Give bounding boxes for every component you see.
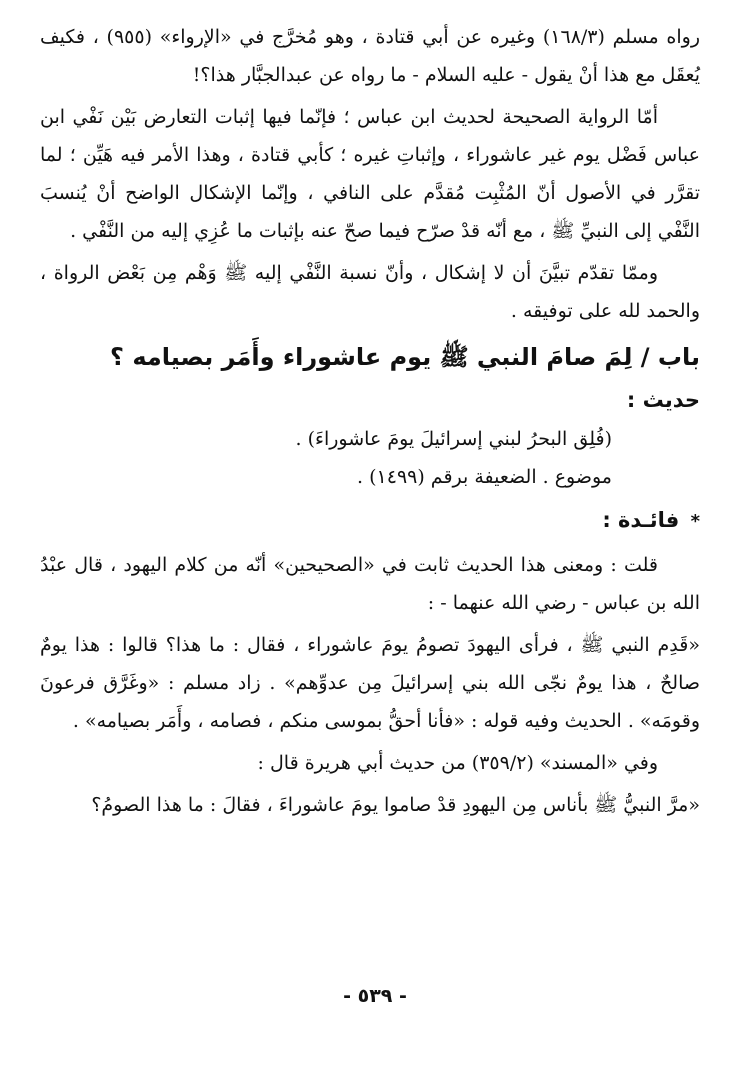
- paragraph-musnad-intro: وفي «المسند» (٣٥٩/٢) من حديث أبي هريرة قال :: [257, 752, 658, 774]
- paragraph-abu-huraira-quote: «مرَّ النبيُّ ﷺ بأناس مِن اليهودِ قدْ صاموا يومَ عاشوراءَ ، فقالَ : ما هذا الصومُ؟: [91, 794, 700, 816]
- faida-heading: [40, 500, 700, 542]
- paragraph-bukhari-quote: «قَدِم النبي ﷺ ، فرأى اليهودَ تصومُ يومَ عاشوراء ، فقال : ما هذا؟ قالوا : هذا يومٌ صالحٌ ، هذا يومٌ نجّى الله بني إسرائيلَ مِن عدوِّهم» . زاد مسلم : «وغَرَّق فرعونَ وقومَه» . الحديث وفيه قوله : «فأنا أحقُّ بموسى منكم ، فصامه ، وأَمَر بصيامه» .: [40, 634, 700, 732]
- hadith-text: (فُلِق البحرُ لبني إسرائيلَ يومَ عاشوراءَ) .: [295, 428, 612, 450]
- paragraph-conclusion: وممّا تقدّم تبيَّنَ أن لا إشكال ، وأنّ نسبة النَّفْي إليه ﷺ وَهْم مِن بَعْض الرواة ، والحمد لله على توفيقه .: [40, 262, 700, 322]
- chapter-heading: باب / لِمَ صامَ النبي ﷺ يوم عاشوراء وأَمَر بصيامه ؟: [110, 343, 700, 371]
- paragraph-ibn-abbas-analysis: أمّا الرواية الصحيحة لحديث ابن عباس ؛ فإنّما فيها إثبات التعارض بَيْن نَفْي ابن عباس فَضْل يوم غير عاشوراء ، وإثباتِ غيره ؛ كأبي قتادة ، وهذا الأمر فيه هَيِّن ؛ لما تقرَّر في الأصول أنّ المُثْبِت مُقدَّم على النافي ، وإنّما الإشكال الواضح أنْ يُنسبَ النَّفْي إلى النبيِّ ﷺ ، مع أنّه قدْ صرّح فيما صحّ عنه بإثبات ما عُزِي إليه من النَّفْي .: [40, 106, 700, 242]
- hadith-label: حديث :: [626, 388, 700, 412]
- faida-label: فائـدة :: [602, 508, 680, 532]
- page-number: - ٥٣٩ -: [343, 985, 407, 1007]
- asterisk-marker: *: [690, 511, 700, 532]
- paragraph-muslim-narration: رواه مسلم (١٦٨/٣) وغيره عن أبي قتادة ، وهو مُخرَّج في «الإرواء» (٩٥٥) ، فكيف يُعقَل مع هذا أنْ يقول - عليه السلام - ما رواه عن عبدالجبَّار هذا؟!: [40, 26, 701, 86]
- paragraph-explanation: قلت : ومعنى هذا الحديث ثابت في «الصحيحين» أنّه من كلام اليهود ، قال عبْدُ الله بن عباس - رضي الله عنهما - :: [40, 554, 700, 614]
- hadith-grade: موضوع . الضعيفة برقم (١٤٩٩) .: [357, 466, 612, 488]
- page-body: [40, 18, 700, 1058]
